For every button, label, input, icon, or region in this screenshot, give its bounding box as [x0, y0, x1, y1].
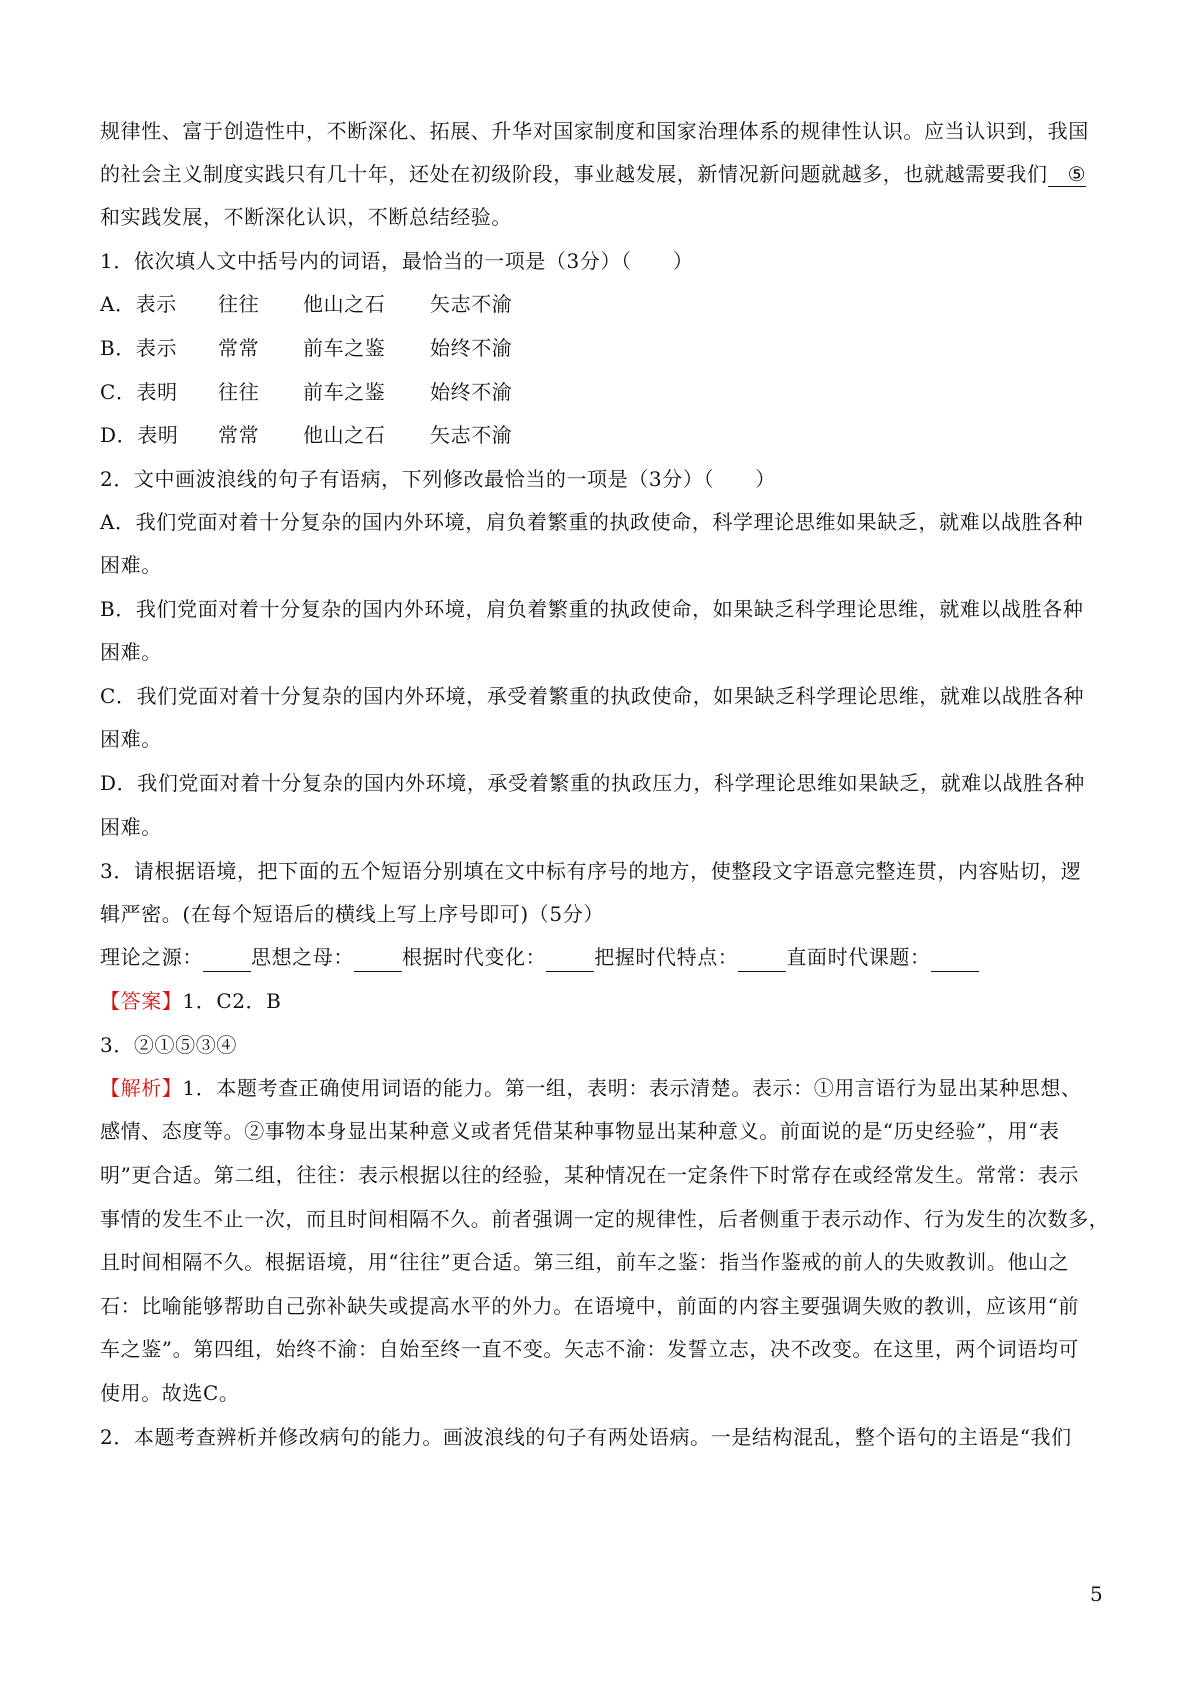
passage-line-2 [100, 160, 1110, 188]
passage-line-3: 和实践发展，不断深化认识，不断总结经验。 [100, 205, 512, 229]
analysis-line-5: 且时间相隔不久。根据语境，用“往往”更合适。第三组，前车之鉴：指当作鉴戒的前人的失败教训。他山之 [100, 1250, 1070, 1274]
q3-blank-2 [354, 943, 402, 972]
answer-tag: 【答案】 [100, 989, 183, 1013]
analysis-line-1 [100, 1074, 1110, 1102]
analysis-line-8: 使用。故选C。 [100, 1381, 240, 1405]
q2-option-a-line-2: 困难。 [100, 553, 162, 577]
q3-phrase-list [100, 943, 1110, 972]
answer-line-2: 3．②①⑤③④ [100, 1033, 237, 1057]
question-2-stem: 2．文中画波浪线的句子有语病，下列修改最恰当的一项是（3分）（ ） [100, 467, 776, 491]
q2-option-b-line-1: B．我们党面对着十分复杂的国内外环境，肩负着繁重的执政使命，如果缺乏科学理论思维，就难以战胜各种 [100, 597, 1084, 621]
q3-phrase-3: 根据时代变化： [402, 945, 547, 969]
analysis-line-2: 感情、态度等。②事物本身显出某种意义或者凭借某种事物显出某种意义。前面说的是“历史经验”，用“表 [100, 1119, 1060, 1143]
q2-option-a-line-1: A．我们党面对着十分复杂的国内外环境，肩负着繁重的执政使命，科学理论思维如果缺乏，就难以战胜各种 [100, 510, 1084, 534]
q1-option-a: A．表示 往往 他山之石 矢志不渝 [100, 292, 513, 316]
q3-phrase-5: 直面时代课题： [786, 945, 931, 969]
question-3-stem-line-1: 3．请根据语境，把下面的五个短语分别填在文中标有序号的地方，使整段文字语意完整连贯，内容贴切，逻 [100, 859, 1082, 883]
analysis-line-3: 明”更合适。第二组，往往：表示根据以往的经验，某种情况在一定条件下时常存在或经常发生。常常：表示 [100, 1163, 1080, 1187]
analysis-line-6: 石：比喻能够帮助自己弥补缺失或提高水平的外力。在语境中，前面的内容主要强调失败的教训，应该用“前 [100, 1294, 1080, 1318]
q2-option-d-line-2: 困难。 [100, 815, 162, 839]
answer-line-1 [100, 987, 1110, 1015]
page-number: 5 [1090, 1582, 1103, 1606]
passage-line-2-text: 的社会主义制度实践只有几十年，还处在初级阶段，事业越发展，新情况新问题就越多，也就越需要我们 [100, 162, 1048, 186]
q3-blank-3 [546, 943, 594, 972]
q3-blank-4 [738, 943, 786, 972]
q3-phrase-2: 思想之母： [251, 945, 354, 969]
analysis-line-9: 2．本题考查辨析并修改病句的能力。画波浪线的句子有两处语病。一是结构混乱，整个语句的主语是“我们 [100, 1425, 1072, 1449]
question-3-stem-line-2: 辑严密。(在每个短语后的横线上写上序号即可)（5分） [100, 902, 604, 926]
q1-option-d: D．表明 常常 他山之石 矢志不渝 [100, 423, 513, 447]
q1-option-b: B．表示 常常 前车之鉴 始终不渝 [100, 336, 513, 360]
q2-option-c-line-1: C．我们党面对着十分复杂的国内外环境，承受着繁重的执政使命，如果缺乏科学理论思维，就难以战胜各种 [100, 684, 1085, 708]
q2-option-d-line-1: D．我们党面对着十分复杂的国内外环境，承受着繁重的执政压力，科学理论思维如果缺乏，就难以战胜各种 [100, 771, 1085, 795]
analysis-line-4: 事情的发生不止一次，而且时间相隔不久。前者强调一定的规律性，后者侧重于表示动作、行为发生的次数多， [100, 1207, 1110, 1231]
q3-phrase-1: 理论之源： [100, 945, 203, 969]
q3-blank-1 [203, 943, 251, 972]
q3-phrase-4: 把握时代特点： [594, 945, 739, 969]
answer-text-1: 1．C2．B [182, 989, 282, 1013]
analysis-text-1: 1．本题考查正确使用词语的能力。第一组，表明：表示清楚。表示：①用言语行为显出某种思想、 [182, 1076, 1082, 1100]
q2-option-b-line-2: 困难。 [100, 640, 162, 664]
question-1-stem: 1．依次填人文中括号内的词语，最恰当的一项是（3分）（ ） [100, 249, 694, 273]
q1-option-c: C．表明 往往 前车之鉴 始终不渝 [100, 380, 513, 404]
passage-line-1: 规律性、富于创造性中，不断深化、拓展、升华对国家制度和国家治理体系的规律性认识。应当认识到，我国 [100, 119, 1089, 143]
analysis-line-7: 车之鉴”。第四组，始终不渝：自始至终一直不变。矢志不渝：发誓立志，决不改变。在这里，两个词语均可 [100, 1337, 1080, 1361]
q2-option-c-line-2: 困难。 [100, 727, 162, 751]
q3-blank-5 [931, 943, 979, 972]
analysis-tag: 【解析】 [100, 1076, 183, 1100]
blank-marker-5: ⑤ [1048, 162, 1087, 187]
